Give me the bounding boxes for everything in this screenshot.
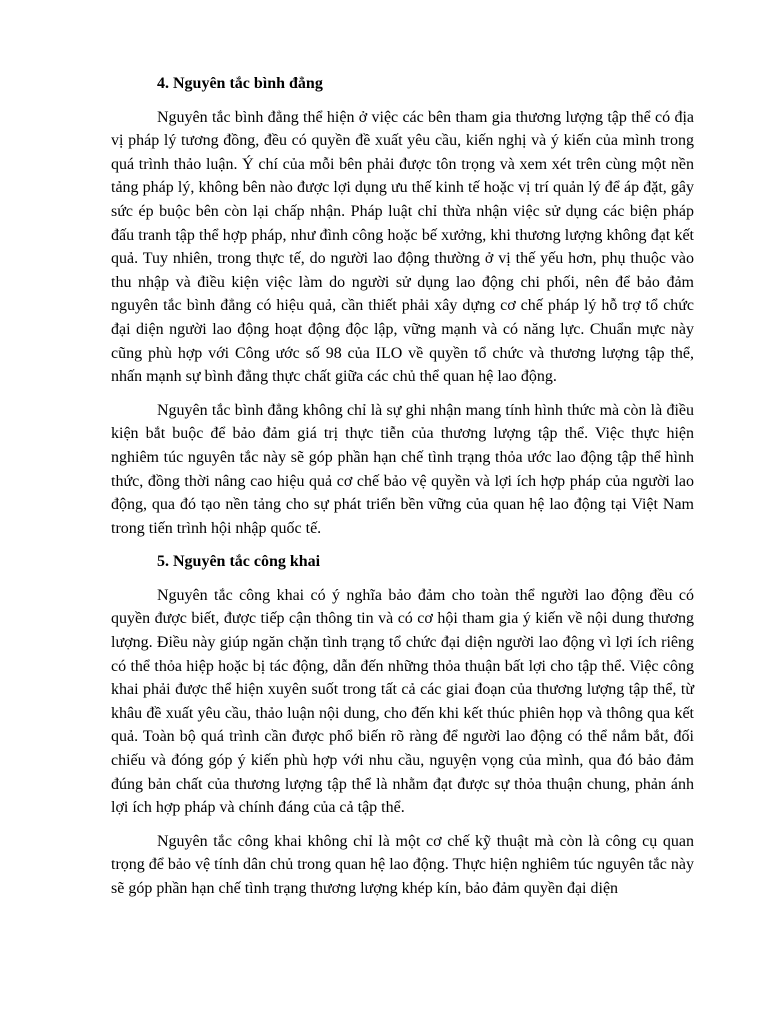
- document-page: [111, 72, 694, 911]
- paragraph-equality-2: Nguyên tắc bình đẳng không chỉ là sự ghi nhận mang tính hình thức mà còn là điều kiện bắt buộc để bảo đảm giá trị thực tiễn của thương lượng tập thể. Việc thực hiện nghiêm túc nguyên tắc này sẽ góp phần hạn chế tình trạng thỏa ước lao động tập thể hình thức, đồng thời nâng cao hiệu quả cơ chế bảo vệ quyền và lợi ích hợp pháp của người lao động, qua đó tạo nền tảng cho sự phát triển bền vững của quan hệ lao động tại Việt Nam trong tiến trình hội nhập quốc tế.: [111, 401, 694, 537]
- paragraph-publicity-1: Nguyên tắc công khai có ý nghĩa bảo đảm cho toàn thể người lao động đều có quyền được biết, được tiếp cận thông tin và có cơ hội tham gia ý kiến về nội dung thương lượng. Điều này giúp ngăn chặn tình trạng tổ chức đại diện người lao động vì lợi ích riêng có thể thỏa hiệp hoặc bị tác động, dẫn đến những thỏa thuận bất lợi cho tập thể. Việc công khai phải được thể hiện xuyên suốt trong tất cả các giai đoạn của thương lượng tập thể, từ khâu đề xuất yêu cầu, thảo luận nội dung, cho đến khi kết thúc phiên họp và thông qua kết quả. Toàn bộ quá trình cần được phổ biến rõ ràng để người lao động có thể nắm bắt, đối chiếu và đóng góp ý kiến phù hợp với nhu cầu, nguyện vọng của mình, qua đó bảo đảm đúng bản chất của thương lượng tập thể là nhằm đạt được sự thỏa thuận chung, phản ánh lợi ích hợp pháp và chính đáng của cả tập thể.: [111, 586, 694, 817]
- paragraph-publicity-2: Nguyên tắc công khai không chỉ là một cơ chế kỹ thuật mà còn là công cụ quan trọng để bảo vệ tính dân chủ trong quan hệ lao động. Thực hiện nghiêm túc nguyên tắc này sẽ góp phần hạn chế tình trạng thương lượng khép kín, bảo đảm quyền đại diện: [111, 832, 694, 897]
- paragraph-equality-1: Nguyên tắc bình đẳng thể hiện ở việc các bên tham gia thương lượng tập thể có địa vị pháp lý tương đồng, đều có quyền đề xuất yêu cầu, kiến nghị và ý kiến của mình trong quá trình thảo luận. Ý chí của mỗi bên phải được tôn trọng và xem xét trên cùng một nền tảng pháp lý, không bên nào được lợi dụng ưu thế kinh tế hoặc vị trí quản lý để áp đặt, gây sức ép buộc bên còn lại chấp nhận. Pháp luật chỉ thừa nhận việc sử dụng các biện pháp đấu tranh tập thể hợp pháp, như đình công hoặc bế xưởng, khi thương lượng không đạt kết quả. Tuy nhiên, trong thực tế, do người lao động thường ở vị thế yếu hơn, phụ thuộc vào thu nhập và điều kiện việc làm do người sử dụng lao động chi phối, nên để bảo đảm nguyên tắc bình đẳng có hiệu quả, cần thiết phải xây dựng cơ chế pháp lý hỗ trợ tổ chức đại diện người lao động hoạt động độc lập, vững mạnh và có năng lực. Chuẩn mực này cũng phù hợp với Công ước số 98 của ILO về quyền tổ chức và thương lượng tập thể, nhấn mạnh sự bình đẳng thực chất giữa các chủ thể quan hệ lao động.: [111, 108, 694, 386]
- section-heading-equality: 4. Nguyên tắc bình đẳng: [157, 75, 323, 92]
- section-heading-publicity: 5. Nguyên tắc công khai: [157, 553, 321, 571]
